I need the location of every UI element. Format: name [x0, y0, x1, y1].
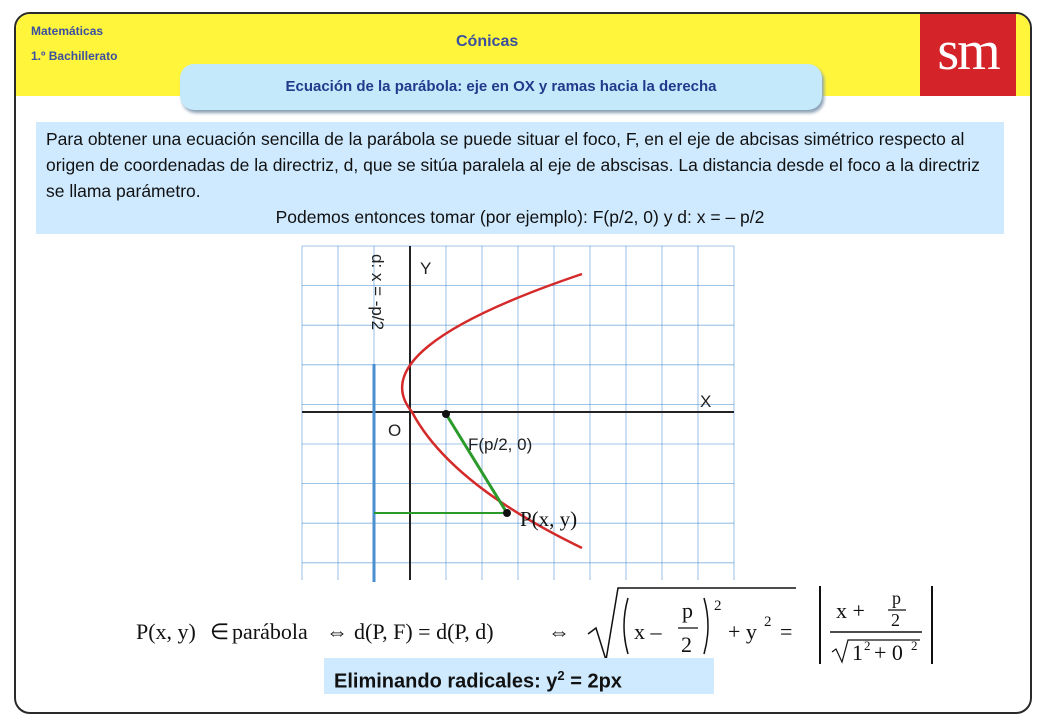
- focus-label: F(p/2, 0): [468, 435, 533, 454]
- formula-lhs: P(x, y): [136, 619, 196, 644]
- formula-member: ∈: [210, 619, 230, 644]
- intro-paragraph: Para obtener una ecuación sencilla de la parábola se puede situar el foco, F, en el eje de abcisas simétrico respecto al origen de coordenadas de la directriz, d, que se sitúa paralela al eje de abscisas. La distancia desde el foco a la directriz se llama parámetro.: [46, 129, 980, 201]
- denom-exp2: 2: [911, 638, 918, 653]
- sm-logo: sm: [920, 14, 1016, 96]
- course-label: 1.º Bachillerato: [31, 49, 118, 63]
- result-rest: = 2px: [564, 670, 622, 693]
- frac-num: p: [682, 598, 693, 623]
- formula-iff: ⇔: [326, 619, 348, 644]
- equals: =: [780, 619, 793, 644]
- paren-right: [704, 598, 708, 654]
- result-label: Eliminando radicales: y: [334, 670, 558, 693]
- plus-y: + y: [728, 619, 757, 644]
- exp-y: 2: [764, 614, 772, 630]
- equivalence-formula: [136, 586, 946, 666]
- parabola-graph: [300, 244, 750, 584]
- exp-2: 2: [714, 598, 722, 614]
- p-point: [503, 509, 511, 517]
- result-exp: 2: [557, 668, 565, 683]
- abs-num-a: x +: [836, 598, 865, 623]
- topic-title: Cónicas: [456, 33, 519, 50]
- formula-iff-2: ⇔: [548, 619, 570, 644]
- denom-root: 1: [852, 640, 863, 665]
- x-axis-label: X: [700, 392, 712, 411]
- origin-label: O: [388, 421, 402, 440]
- intro-text-box: [36, 122, 1004, 234]
- formula-set: parábola: [232, 619, 308, 644]
- directrix-label: d: x = -p/2: [368, 254, 387, 331]
- result-box: [324, 658, 714, 694]
- denom-plus: + 0: [874, 640, 903, 665]
- abs-frac-den: 2: [891, 610, 900, 630]
- subject-label: Matemáticas: [31, 24, 104, 38]
- denom-exp1: 2: [864, 638, 871, 653]
- paren-left: [624, 598, 628, 654]
- formula-distance-eq: d(P, F) = d(P, d): [354, 619, 494, 644]
- y-axis-label: Y: [420, 259, 432, 278]
- frac-den: 2: [681, 632, 692, 657]
- focus-point: [442, 410, 450, 418]
- sqrt-term-a: x –: [634, 619, 662, 644]
- point-label: P(x, y): [520, 507, 578, 531]
- intro-example: Podemos entonces tomar (por ejemplo): F(p/2, 0) y d: x = – p/2: [275, 207, 765, 227]
- abs-frac-num: p: [892, 588, 901, 608]
- distance-to-focus: [446, 414, 507, 513]
- subtitle-banner: Ecuación de la parábola: eje en OX y ramas hacia la derecha: [180, 64, 822, 110]
- slide: [14, 12, 1032, 714]
